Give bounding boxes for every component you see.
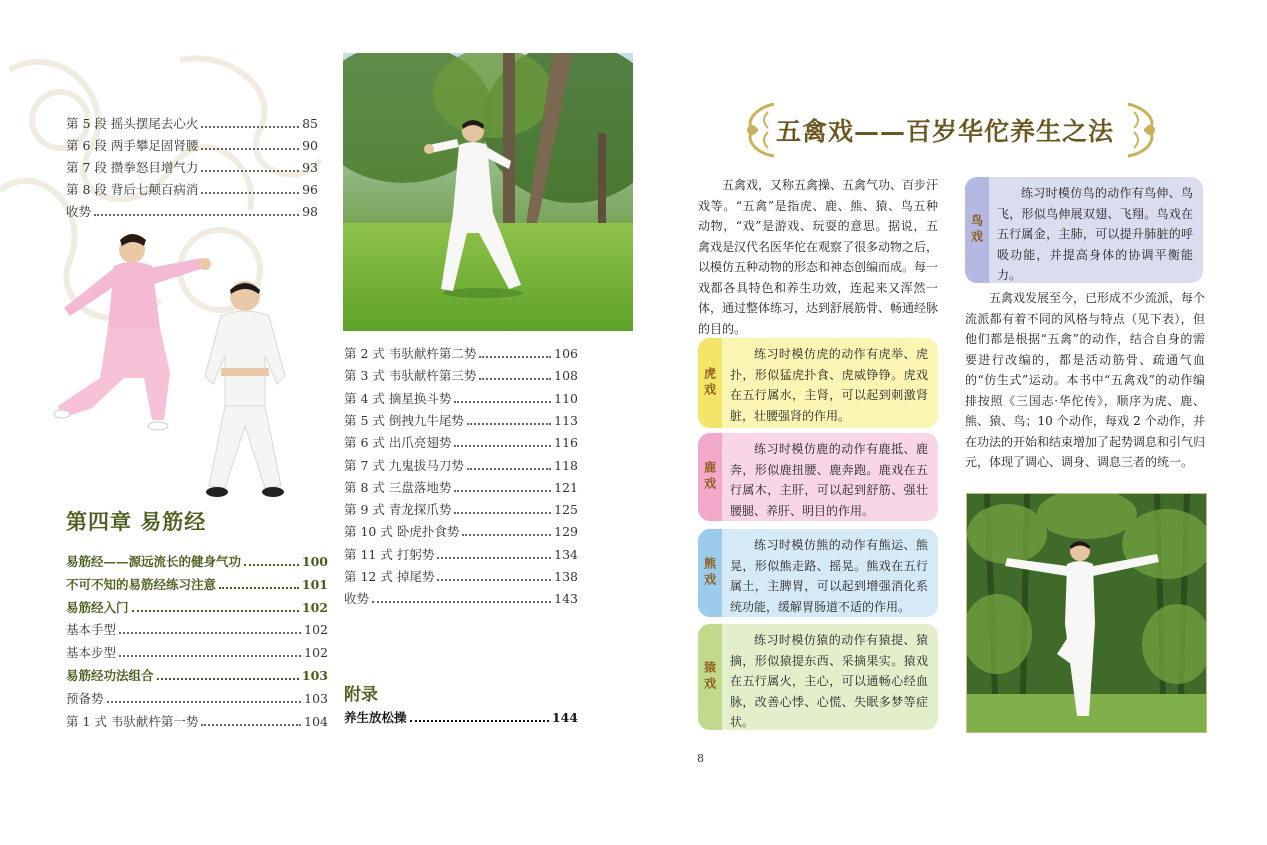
bear-box bbox=[698, 529, 938, 617]
toc-entry-page: 102 bbox=[301, 599, 328, 615]
toc-entry-page: 104 bbox=[304, 713, 328, 729]
toc-leader-dots bbox=[467, 423, 551, 425]
park-photo bbox=[343, 53, 633, 331]
toc-entry-page: 103 bbox=[301, 668, 328, 683]
toc-entry-title: 第 6 段 两手攀足固肾腰 bbox=[66, 138, 199, 153]
toc-entry[interactable] bbox=[344, 365, 578, 387]
toc-entry[interactable] bbox=[66, 597, 328, 619]
toc-entry-title: 第 1 式 韦驮献杵第一势 bbox=[66, 713, 199, 729]
toc-entry-page: 96 bbox=[302, 182, 318, 197]
toc-leader-dots bbox=[119, 655, 301, 657]
toc-leader-dots bbox=[132, 610, 299, 612]
section-title: 五禽戏——百岁华佗养生之法 bbox=[776, 117, 1115, 146]
chapter-four-title: 第四章 易筋经 bbox=[66, 509, 207, 534]
toc-leader-dots bbox=[157, 678, 299, 680]
title-ornament-right bbox=[1124, 100, 1164, 160]
toc-entry-title: 易筋经功法组合 bbox=[66, 668, 154, 683]
page-number: 8 bbox=[697, 752, 704, 765]
toc-entry[interactable] bbox=[344, 566, 578, 588]
toc-entry-page: 100 bbox=[301, 554, 328, 569]
toc-entry-title: 第 5 段 摇头摆尾去心火 bbox=[66, 116, 199, 131]
toc-leader-dots bbox=[410, 720, 549, 722]
toc-leader-dots bbox=[107, 701, 302, 703]
bird-label: 鸟戏 bbox=[969, 214, 984, 246]
toc-entry[interactable] bbox=[344, 707, 578, 729]
toc-entry-page: 108 bbox=[554, 368, 578, 384]
toc-entry-title: 第 7 段 攒拳怒目增气力 bbox=[66, 160, 199, 175]
toc-entry-page: 143 bbox=[554, 591, 578, 607]
bear-label: 熊戏 bbox=[702, 557, 717, 589]
toc-entry[interactable] bbox=[344, 410, 578, 432]
toc-entry[interactable] bbox=[66, 711, 328, 733]
toc-entry-page: 138 bbox=[554, 569, 578, 584]
toc-entry-page: 93 bbox=[302, 160, 318, 175]
toc-entry-page: 106 bbox=[554, 346, 578, 361]
bird-text: 练习时模仿鸟的动作有鸟伸、鸟飞，形似鸟伸展双翅、飞翔。鸟戏在五行属金，主肺，可以提升肺脏的呼吸功能，并提高身体的协调平衡能力。 bbox=[997, 186, 1193, 282]
ape-box bbox=[698, 624, 938, 730]
development-paragraph: 五禽戏发展至今，已形成不少流派，每个流派都有着不同的风格与特点（见下表），但他们都是根据“五禽”的动作，结合自身的需要进行改编的，都是活动筋骨、疏通气血的“仿生式”运动。本书中“五禽戏”的动作编排按照《三国志·华佗传》，顺序为虎、鹿、熊、猿、鸟；10 个动作，每戏 2 个动作，并在功法的开始和结束增加了起势调息和引气归元，体现了调心、调身、调息三者的统一。 bbox=[965, 291, 1206, 469]
toc-entry-title: 第 8 式 三盘落地势 bbox=[344, 479, 452, 495]
toc-entry-page: 101 bbox=[301, 576, 328, 592]
title-ornament-left bbox=[738, 100, 778, 160]
toc-entry-title: 第 3 式 韦驮献杵第三势 bbox=[344, 368, 477, 384]
toc-entry[interactable] bbox=[66, 619, 328, 641]
tiger-box bbox=[698, 338, 938, 428]
toc-entry-title: 第 8 段 背后七颠百病消 bbox=[66, 182, 199, 197]
toc-entry-title: 第 6 式 出爪亮翅势 bbox=[344, 435, 452, 451]
toc-entry-page: 134 bbox=[554, 546, 578, 562]
toc-entry-title: 不可不知的易筋经练习注意 bbox=[66, 576, 217, 592]
bamboo-photo bbox=[966, 493, 1207, 733]
toc-entry[interactable] bbox=[66, 551, 328, 573]
toc-entry-title: 养生放松操 bbox=[344, 710, 407, 725]
toc-entry-page: 118 bbox=[554, 457, 578, 473]
toc-entry-title: 收势 bbox=[344, 591, 370, 607]
toc-entry-title: 第 9 式 青龙探爪势 bbox=[344, 502, 452, 518]
toc-entry-page: 121 bbox=[554, 479, 578, 495]
toc-entry[interactable] bbox=[66, 157, 318, 179]
toc-entry-title: 预备势 bbox=[66, 690, 104, 706]
man-white-figure bbox=[185, 276, 305, 502]
toc-entry[interactable] bbox=[66, 642, 328, 664]
toc-entry-title: 易筋经——源远流长的健身气功 bbox=[66, 554, 242, 569]
toc-entry-title: 第 2 式 韦驮献杵第二势 bbox=[344, 346, 477, 361]
toc-entry-page: 102 bbox=[304, 645, 328, 661]
toc-leader-dots bbox=[94, 214, 299, 216]
toc-entry-title: 第 7 式 九鬼拔马刀势 bbox=[344, 457, 464, 473]
toc-entry-title: 第 11 式 打躬势 bbox=[344, 546, 435, 562]
toc-entry[interactable] bbox=[344, 388, 578, 410]
toc-leader-dots bbox=[479, 356, 551, 358]
toc-leader-dots bbox=[479, 378, 551, 380]
toc-entry[interactable] bbox=[344, 477, 578, 499]
toc-leader-dots bbox=[462, 534, 551, 536]
toc-entry[interactable] bbox=[344, 432, 578, 454]
toc-leader-dots bbox=[454, 401, 551, 403]
toc-entry-title: 第 5 式 倒拽九牛尾势 bbox=[344, 412, 464, 428]
toc-entry-page: 103 bbox=[304, 690, 328, 706]
toc-leader-dots bbox=[372, 601, 551, 603]
toc-entry[interactable] bbox=[344, 343, 578, 365]
toc-entry-title: 第 10 式 卧虎扑食势 bbox=[344, 524, 460, 540]
toc-entry[interactable] bbox=[66, 179, 318, 201]
toc-entry-title: 基本手型 bbox=[66, 622, 117, 638]
toc-leader-dots bbox=[119, 632, 301, 634]
ape-label: 猿戏 bbox=[702, 661, 717, 693]
toc-leader-dots bbox=[454, 445, 551, 447]
toc-leader-dots bbox=[201, 192, 299, 194]
toc-entry[interactable] bbox=[344, 521, 578, 543]
toc-leader-dots bbox=[437, 557, 551, 559]
appendix-heading: 附录 bbox=[344, 685, 378, 705]
tiger-label: 虎戏 bbox=[702, 367, 717, 399]
toc-entry-title: 易筋经入门 bbox=[66, 599, 129, 615]
toc-entry[interactable] bbox=[66, 665, 328, 687]
tiger-text: 练习时模仿虎的动作有虎举、虎扑，形似猛虎扑食、虎威铮铮。虎戏在五行属水，主肾，可以起到刺激肾脏，壮腰强肾的作用。 bbox=[730, 347, 928, 423]
toc-leader-dots bbox=[454, 490, 551, 492]
toc-entry[interactable] bbox=[66, 574, 328, 596]
toc-entry-page: 98 bbox=[302, 204, 318, 219]
toc-entry[interactable] bbox=[66, 201, 318, 223]
deer-box bbox=[698, 433, 938, 521]
toc-leader-dots bbox=[201, 148, 299, 150]
ape-text: 练习时模仿猿的动作有猿提、猿摘，形似猿提东西、采摘果实。猿戏在五行属火，主心，可以通畅心经血脉，改善心悸、心慌、失眠多梦等症状。 bbox=[730, 633, 928, 729]
toc-entry[interactable] bbox=[66, 688, 328, 710]
deer-label: 鹿戏 bbox=[702, 461, 717, 493]
toc-entry-title: 收势 bbox=[66, 204, 92, 219]
toc-leader-dots bbox=[219, 587, 299, 589]
toc-entry-title: 第 12 式 掉尾势 bbox=[344, 569, 435, 584]
toc-entry[interactable] bbox=[66, 113, 318, 135]
toc-entry-page: 144 bbox=[551, 710, 578, 725]
toc-leader-dots bbox=[201, 724, 301, 726]
toc-leader-dots bbox=[437, 579, 551, 581]
toc-entry-page: 116 bbox=[554, 435, 578, 451]
bird-box bbox=[965, 177, 1203, 283]
toc-entry-page: 102 bbox=[304, 622, 328, 638]
toc-entry-page: 90 bbox=[302, 138, 318, 153]
toc-entry-page: 125 bbox=[554, 502, 578, 518]
toc-entry[interactable] bbox=[344, 499, 578, 521]
bear-text: 练习时模仿熊的动作有熊运、熊晃，形似熊走路、摇晃。熊戏在五行属土，主脾胃，可以起到增强消化系统功能，缓解胃肠道不适的作用。 bbox=[730, 538, 928, 614]
toc-leader-dots bbox=[201, 170, 299, 172]
toc-entry-page: 113 bbox=[554, 412, 578, 428]
toc-entry-title: 第 4 式 摘星换斗势 bbox=[344, 390, 452, 406]
toc-entry[interactable] bbox=[344, 588, 578, 610]
deer-text: 练习时模仿鹿的动作有鹿抵、鹿奔，形似鹿扭腰、鹿奔跑。鹿戏在五行属木，主肝，可以起到舒筋、强壮腰腿、养肝、明目的作用。 bbox=[730, 442, 928, 518]
toc-leader-dots bbox=[201, 126, 299, 128]
toc-leader-dots bbox=[244, 564, 299, 566]
toc-entry[interactable] bbox=[66, 135, 318, 157]
toc-entry-page: 129 bbox=[554, 524, 578, 540]
toc-leader-dots bbox=[467, 468, 551, 470]
toc-entry-page: 110 bbox=[554, 390, 578, 406]
toc-entry-title: 基本步型 bbox=[66, 645, 117, 661]
toc-entry[interactable] bbox=[344, 544, 578, 566]
toc-entry-page: 85 bbox=[302, 116, 318, 131]
toc-entry[interactable] bbox=[344, 455, 578, 477]
intro-paragraph: 五禽戏，又称五禽操、五禽气功、百步汗戏等。“五禽”是指虎、鹿、熊、猿、鸟五种动物，“戏”是游戏、玩耍的意思。据说，五禽戏是汉代名医华佗在观察了很多动物之后，以模仿五种动物的形态和神态创编而成。每一戏都各具特色和养生功效，连起来又浑然一体，通过整体练习，达到舒展筋骨、畅通经脉的目的。 bbox=[698, 178, 939, 336]
toc-leader-dots bbox=[454, 512, 551, 514]
